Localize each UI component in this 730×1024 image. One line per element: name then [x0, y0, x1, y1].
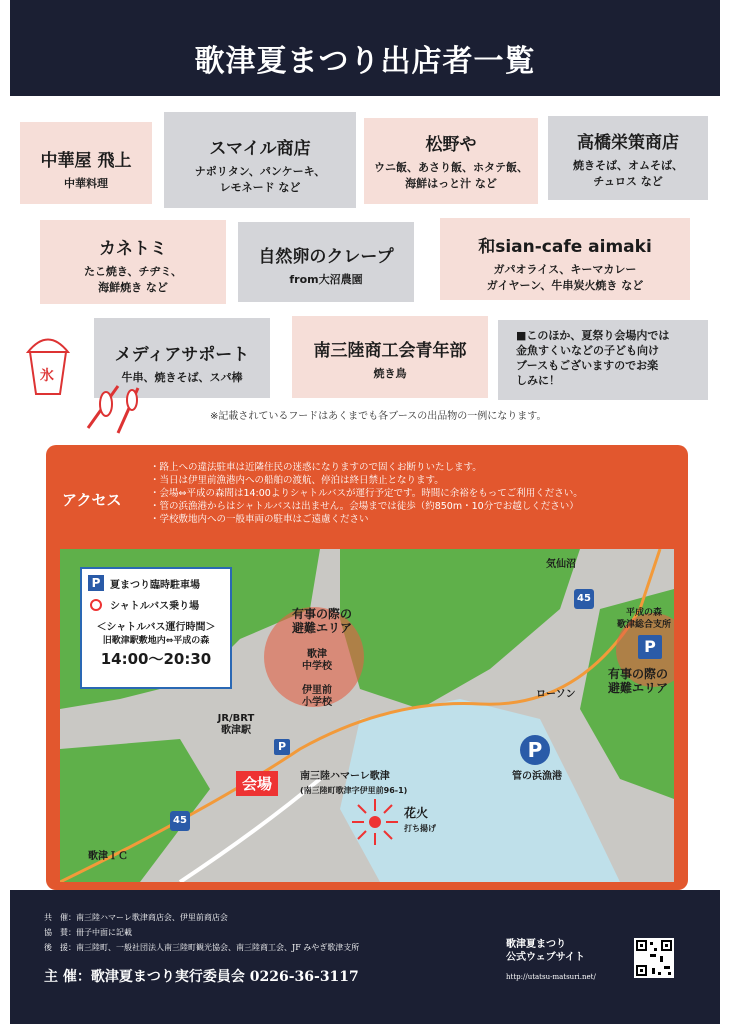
credit-line: 共 催：南三陸ハマーレ歌津商店会、伊里前商店会	[44, 913, 228, 922]
credits-list	[44, 910, 359, 955]
svg-text:氷: 氷	[40, 368, 54, 384]
vendor-card	[238, 222, 414, 302]
vendor-card	[548, 116, 708, 200]
extra-note-text: ■このほか、夏祭り会場内では 金魚すくいなどの子ども向け ブースもございますのでお楽 しみに！	[516, 329, 670, 387]
vendor-items: 焼き鳥	[373, 367, 407, 380]
credit-line: 協 賛：冊子中面に記載	[44, 928, 132, 937]
legend-parking	[88, 575, 224, 591]
parking-icon: P	[520, 735, 550, 765]
evacuation-area-label: 有事の際の 避難エリア	[291, 607, 352, 635]
access-notes	[150, 461, 583, 526]
access-label: アクセス	[62, 491, 122, 509]
station-label: JR/BRT 歌津駅	[217, 713, 255, 736]
fireworks-sub-label: 打ち揚げ	[404, 824, 436, 833]
bus-stop-icon	[90, 599, 102, 611]
main-organizer: 主 催：歌津夏まつり実行委員会 0226-36-3117	[44, 969, 359, 985]
access-note: ・会場⇔平成の森間は14:00よりシャトルバスが運行予定です。時間に余裕をもってご利用ください。	[150, 488, 583, 499]
vendor-card	[364, 118, 538, 204]
vendor-items: 中華料理	[64, 177, 108, 190]
fireworks-label: 花火	[404, 806, 429, 820]
vendor-name: 中華屋 飛上	[40, 151, 132, 171]
map-legend	[80, 567, 232, 689]
access-map	[60, 549, 674, 882]
qr-code-icon[interactable]	[634, 938, 674, 978]
vendor-name: 和sian-cafe aimaki	[478, 237, 652, 257]
schedule-title: ＜シャトルバス運行時間＞	[96, 622, 216, 633]
route-45-badge: 45	[170, 811, 190, 831]
access-note: ・学校敷地内への一般車両の駐車はご遠慮ください	[150, 514, 369, 525]
venue-name: 南三陸ハマーレ歌津	[300, 771, 390, 782]
port-label: 管の浜漁港	[512, 771, 562, 782]
page-title: 歌津夏まつり出店者一覧	[194, 44, 536, 79]
vendor-card	[40, 220, 226, 304]
vendor-card	[292, 316, 488, 398]
school-label: 歌津 中学校	[302, 649, 332, 672]
access-note: ・路上への違法駐車は近隣住民の迷惑になりますので固くお断りいたします。	[150, 462, 482, 473]
vendor-name: 高橋栄策商店	[577, 133, 679, 153]
vendor-name: カネトミ	[99, 239, 167, 259]
schedule-route: 旧歌津駅敷地内⇔平成の森	[102, 636, 210, 646]
vendor-card	[440, 218, 690, 300]
lawson-label: ローソン	[536, 689, 576, 700]
route-45-badge: 45	[574, 589, 594, 609]
access-note: ・管の浜漁港からはシャトルバスは出ません。会場までは徒歩（約850m・10分でお越しください）	[150, 501, 579, 512]
credit-line: 後 援：南三陸町、一般社団法人南三陸町観光協会、南三陸商工会、JF みやぎ歌津支所	[44, 943, 360, 952]
shaved-ice-illustration	[18, 322, 78, 398]
vendor-items: from大沼農園	[289, 273, 363, 286]
vendor-name: 松野や	[425, 135, 477, 155]
legend-bus-stop-label: シャトルバス乗り場	[110, 601, 200, 612]
parking-icon: P	[638, 635, 662, 659]
vendor-items: ガパオライス、キーマカレー ガイヤーン、牛串炭火焼き など	[486, 263, 644, 292]
extra-note-card	[498, 320, 708, 400]
vendor-items: 焼きそば、オムそば、 チュロス など	[573, 159, 683, 188]
website-title: 歌津夏まつり 公式ウェブサイト	[506, 939, 585, 963]
access-note: ・当日は伊里前漁港内への船舶の渡航、停泊は終日禁止となります。	[150, 475, 444, 486]
vendor-card	[20, 122, 152, 204]
kesennuma-label: 気仙沼	[546, 559, 576, 570]
schedule-time: 14:00〜20:30	[100, 650, 212, 668]
header-banner	[10, 0, 720, 96]
heisei-label: 平成の森 歌津総合支所	[616, 608, 671, 630]
parking-icon: P	[88, 575, 104, 591]
evacuation-area-label: 有事の際の 避難エリア	[607, 667, 668, 695]
school-label: 伊里前 小学校	[302, 685, 332, 708]
venue-address: (南三陸町歌津字伊里前96-1)	[300, 786, 408, 795]
skewer-illustration	[78, 378, 148, 438]
legend-parking-label: 夏まつり臨時駐車場	[110, 579, 200, 591]
interchange-label: 歌津ＩＣ	[88, 851, 128, 862]
food-note: ※記載されているフードはあくまでも各ブースの出品物の一例になります。	[210, 411, 547, 422]
parking-icon: P	[274, 739, 290, 755]
vendor-items: 牛串、焼きそば、スパ棒	[121, 371, 243, 384]
vendor-items: ウニ飯、あさり飯、ホタテ飯、 海鮮はっと汁 など	[374, 161, 528, 190]
vendor-items: ナポリタン、パンケーキ、 レモネード など	[194, 165, 326, 194]
vendor-name: メディアサポート	[114, 345, 250, 365]
vendor-name: 南三陸商工会青年部	[313, 341, 467, 361]
vendor-name: スマイル商店	[209, 139, 311, 159]
fireworks-icon	[350, 797, 400, 847]
legend-bus-stop	[88, 597, 224, 612]
vendor-card	[164, 112, 356, 208]
vendor-name: 自然卵のクレープ	[258, 247, 394, 267]
website-block	[506, 938, 596, 984]
website-url[interactable]: http://utatsu-matsuri.net/	[506, 973, 596, 981]
access-panel	[46, 445, 688, 890]
footer	[10, 890, 720, 1024]
vendor-items: たこ焼き、チヂミ、 海鮮焼き など	[83, 265, 183, 294]
venue-tag: 会場	[236, 771, 278, 796]
